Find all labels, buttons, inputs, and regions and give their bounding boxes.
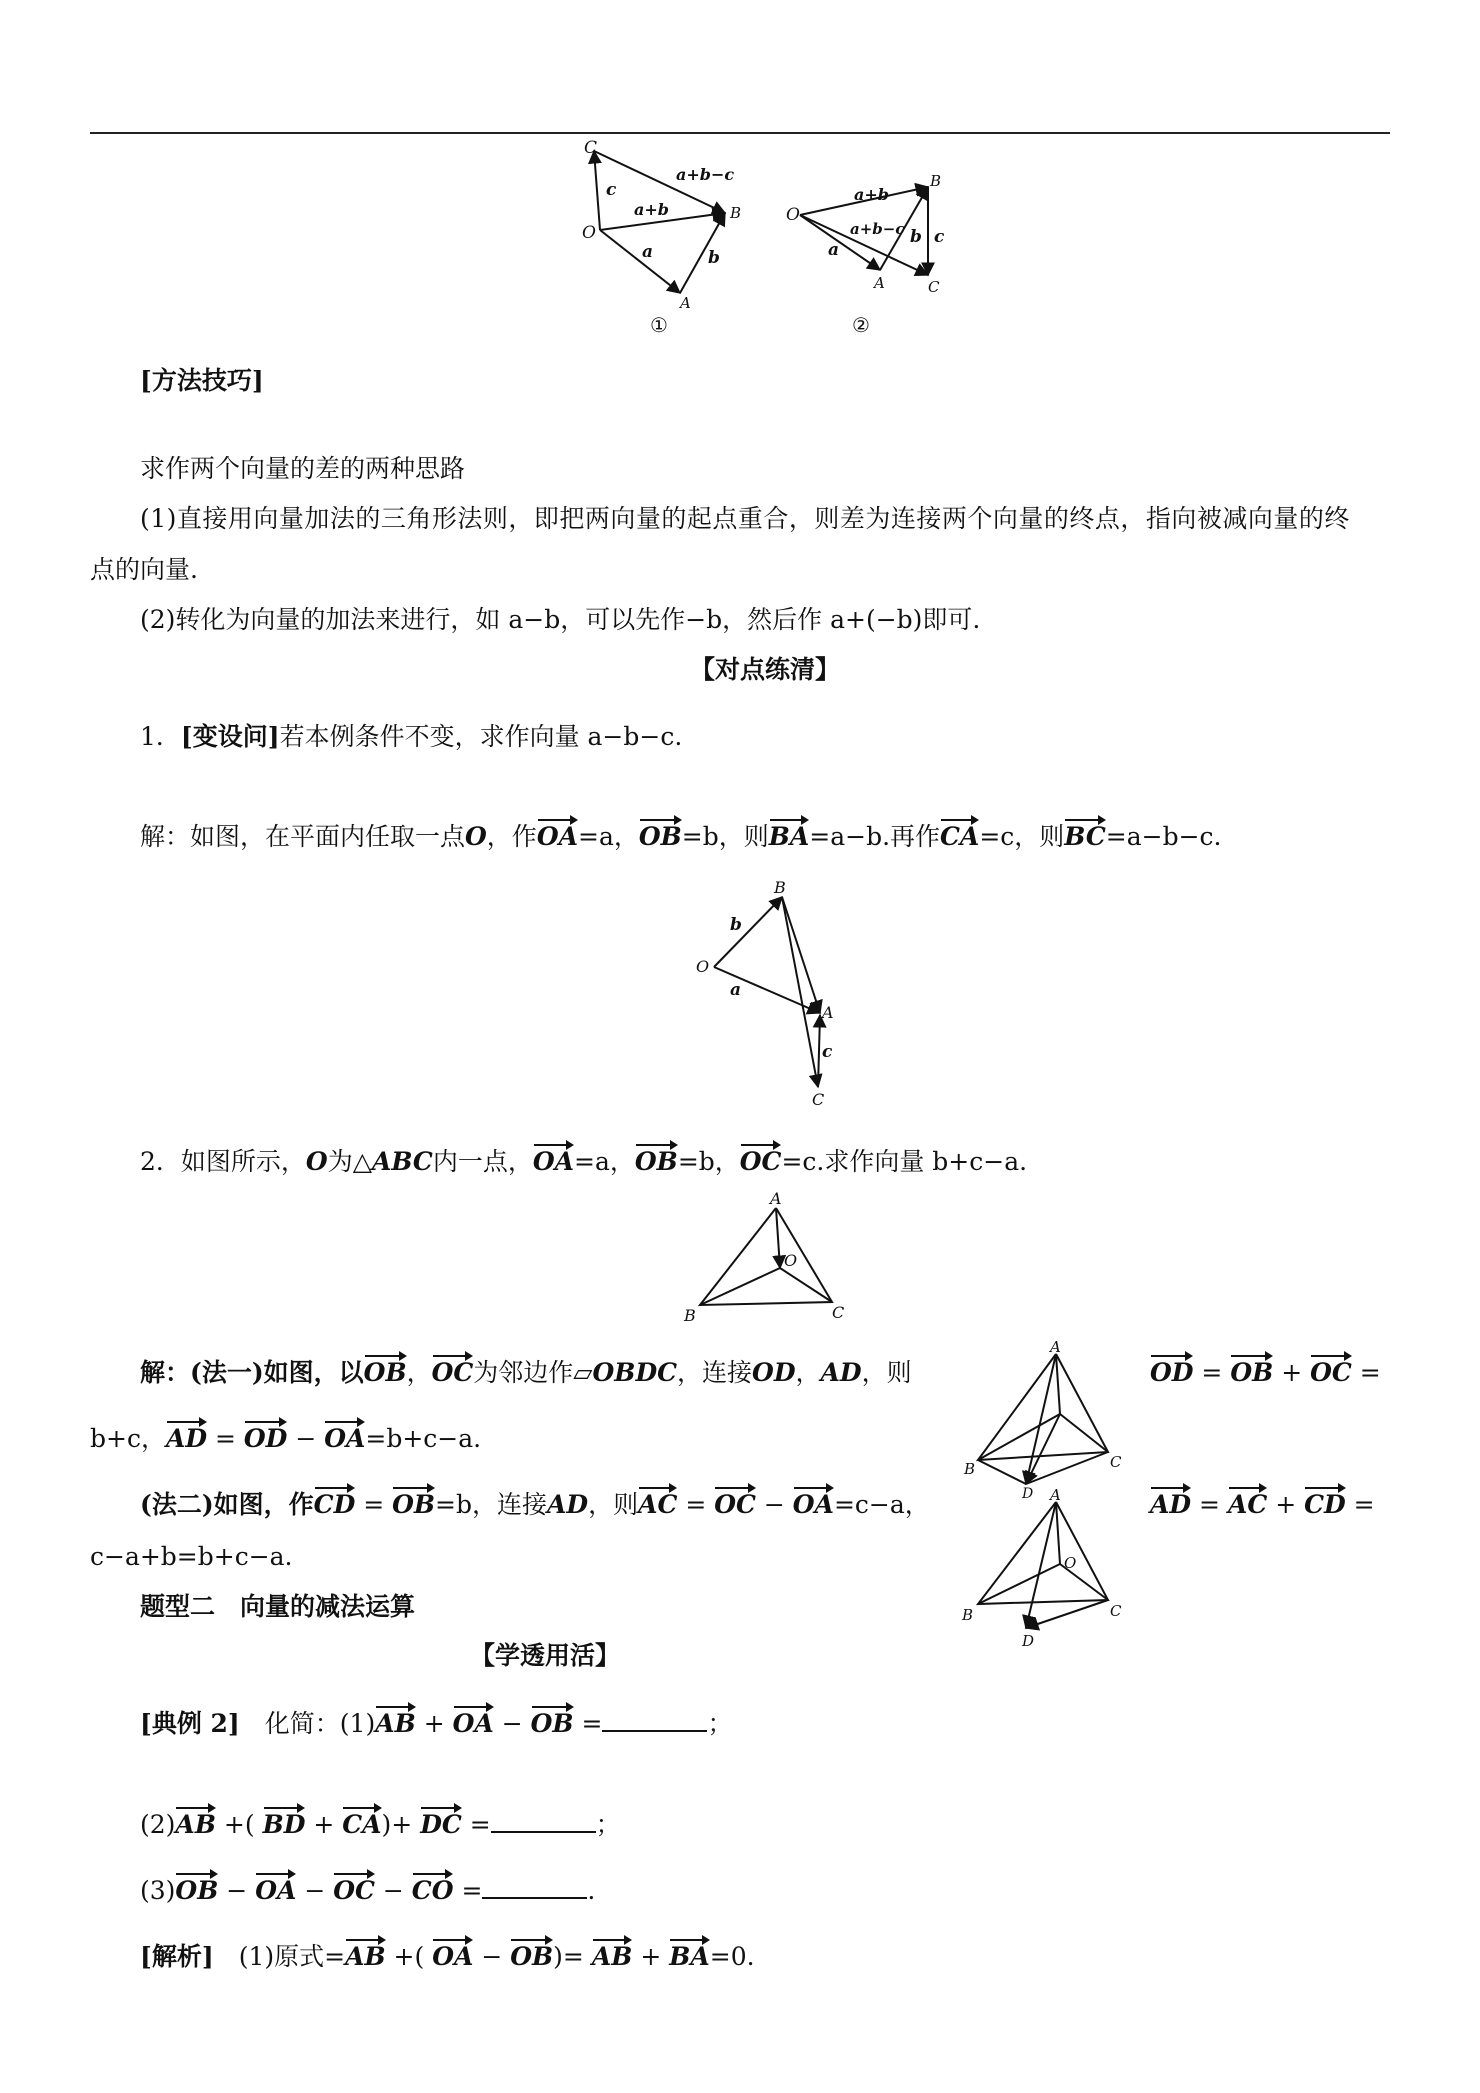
answer-blank-2[interactable]	[491, 1829, 596, 1833]
svg-text:C: C	[812, 1090, 825, 1109]
svg-text:B: B	[774, 878, 786, 897]
question-1: 1．[变设问]若本例条件不变，求作向量 a−b−c.	[140, 722, 683, 751]
svg-text:a+b: a+b	[634, 200, 669, 219]
method-point-2: (2)转化为向量的加法来进行，如 a−b，可以先作−b，然后作 a+(−b)即可.	[140, 605, 981, 634]
svg-text:B: B	[684, 1306, 696, 1325]
svg-text:C: C	[1110, 1602, 1122, 1620]
vec-ca	[818, 1015, 820, 1087]
svg-text:a+b: a+b	[854, 185, 889, 204]
method-point-1: (1)直接用向量加法的三角形法则，即把两向量的起点重合，则差为连接两个向量的终点，指向被减向量的终	[140, 504, 1350, 533]
svg-text:a+b−c: a+b−c	[676, 165, 735, 184]
solution-2-method-2-line2: c−a+b=b+c−a.	[90, 1542, 293, 1571]
svg-text:B: B	[930, 172, 942, 190]
figure-q1	[690, 875, 850, 1115]
svg-text:B: B	[730, 204, 742, 222]
figure-method-1	[960, 1338, 1140, 1502]
solution-2-method-2-right: AD = AC + CD =	[1150, 1486, 1375, 1517]
svg-text:B: B	[962, 1606, 974, 1624]
figure-triangle-2	[780, 160, 960, 340]
svg-text:A: A	[770, 1189, 782, 1208]
figure-q2	[680, 1190, 860, 1330]
answer-blank-3[interactable]	[482, 1895, 587, 1899]
svg-text:O: O	[696, 957, 710, 976]
svg-text:O: O	[784, 1251, 798, 1270]
svg-text:D: D	[1022, 1632, 1035, 1650]
svg-text:A: A	[680, 294, 691, 312]
answer-blank-1[interactable]	[602, 1728, 707, 1732]
figure-triangle-1	[570, 135, 770, 340]
example-2-part-1: [典例 2] 化简：(1)AB + OA − OB = ；	[140, 1705, 732, 1736]
svg-text:①: ①	[650, 313, 668, 337]
section-heading-type2: 题型二 向量的减法运算	[140, 1592, 416, 1621]
vec-b	[714, 897, 782, 967]
solution-2-method-2: (法二)如图，作CD = OB=b，连接AD，则AC = OC − OA=c−a，	[140, 1486, 930, 1517]
vec-a	[600, 230, 680, 293]
question-2: 2．如图所示，O为△ABC内一点，OA=a，OB=b，OC=c.求作向量 b+c−a.	[140, 1143, 1027, 1174]
svg-text:A: A	[874, 274, 885, 292]
figure-method-2	[960, 1488, 1140, 1653]
example-2-part-2: (2)AB +( BD + CA)+ DC = ；	[140, 1806, 621, 1837]
practice-heading: 【对点练清】	[690, 655, 841, 684]
svg-text:C: C	[584, 138, 598, 158]
svg-text:A: A	[1050, 1338, 1061, 1356]
solution-2-method-1-right: OD = OB + OC =	[1150, 1354, 1381, 1385]
svg-text:c: c	[822, 1042, 833, 1062]
svg-text:O: O	[786, 205, 800, 225]
svg-text:B: B	[964, 1460, 976, 1478]
svg-text:D: D	[1022, 1486, 1034, 1502]
analysis-line: [解析] (1)原式=AB +( OA − OB)= AB + BA=0.	[140, 1938, 755, 1969]
svg-text:b: b	[708, 248, 720, 268]
svg-text:b: b	[910, 227, 922, 247]
method-title: 求作两个向量的差的两种思路	[140, 454, 466, 483]
svg-text:C: C	[1110, 1453, 1122, 1471]
method-point-1-cont: 点的向量.	[90, 555, 198, 584]
svg-text:a: a	[828, 240, 840, 260]
vec-c	[594, 151, 600, 230]
svg-text:a+b−c: a+b−c	[850, 220, 905, 238]
solution-2-method-1-line2: b+c，AD = OD − OA=b+c−a.	[90, 1420, 481, 1451]
svg-text:②: ②	[852, 313, 870, 337]
svg-text:C: C	[928, 278, 940, 296]
svg-text:O: O	[1064, 1554, 1077, 1572]
svg-text:A: A	[822, 1003, 834, 1022]
learn-heading: 【学透用活】	[470, 1641, 621, 1670]
svg-text:c: c	[606, 180, 617, 200]
solution-2-method-1: 解：(法一)如图，以OB，OC为邻边作▱OBDC，连接OD，AD，则	[140, 1354, 912, 1385]
svg-text:A: A	[1050, 1486, 1061, 1504]
method-heading: [方法技巧]	[140, 366, 264, 395]
svg-text:b: b	[730, 915, 742, 935]
header-rule	[90, 132, 1390, 134]
solution-1: 解：如图，在平面内任取一点O，作OA=a，OB=b，则BA=a−b.再作CA=c，则BC=a−b−c.	[140, 818, 1221, 849]
svg-text:O: O	[582, 223, 596, 243]
svg-text:c: c	[934, 227, 945, 247]
svg-text:a: a	[730, 980, 742, 1000]
svg-text:C: C	[832, 1303, 845, 1322]
svg-text:a: a	[642, 242, 654, 262]
example-2-part-3: (3)OB − OA − OC − CO = .	[140, 1872, 595, 1903]
